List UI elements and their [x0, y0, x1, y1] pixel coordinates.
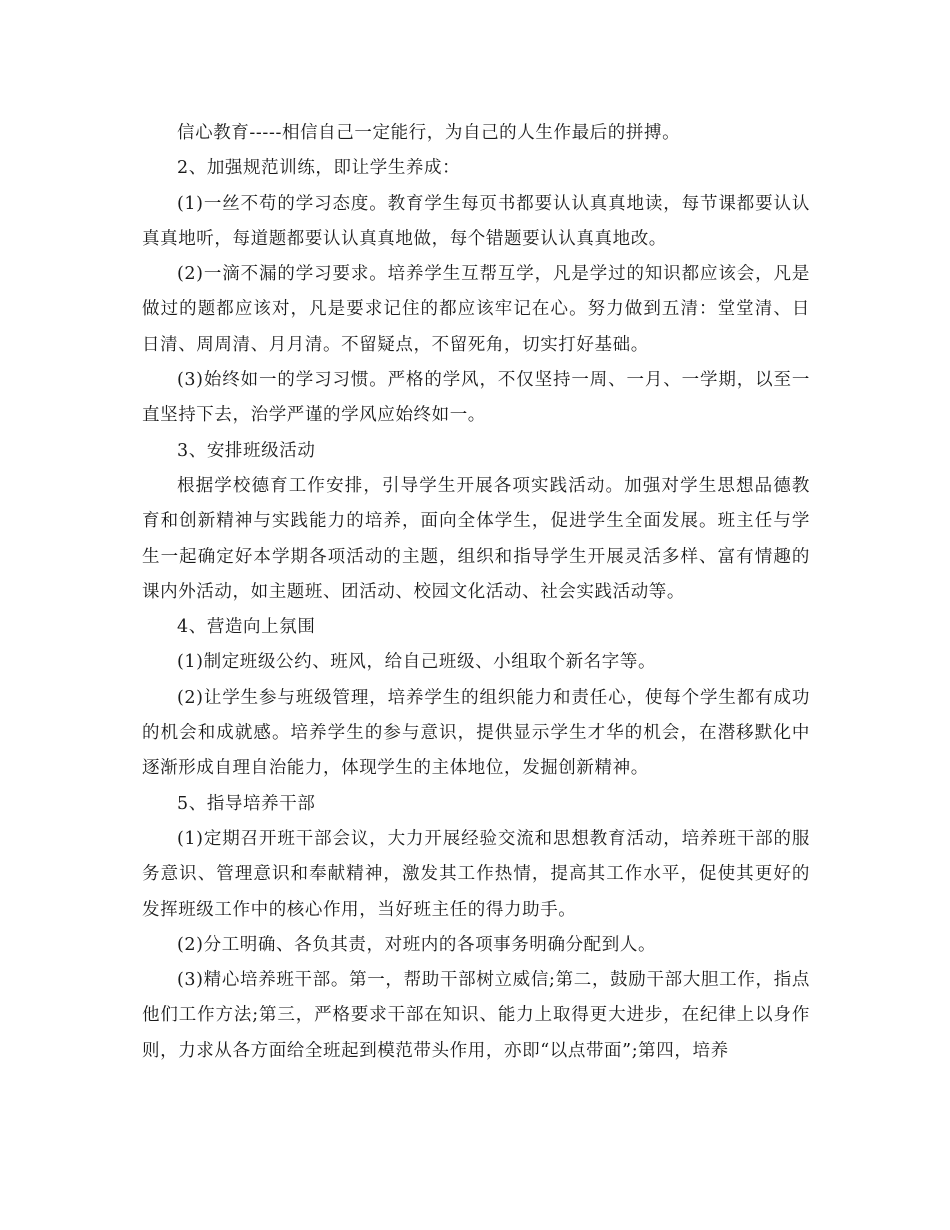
heading-class-activities: 3、安排班级活动: [177, 440, 316, 461]
paragraph-study-habits: (3)始终如一的学习习惯。严格的学风，不仅坚持一周、一月、一学期，以至一直坚持下去，治学严谨的学风应始终如一。: [142, 370, 810, 426]
paragraph-confidence-education: 信心教育-----相信自己一定能行，为自己的人生作最后的拼搏。: [177, 123, 681, 143]
paragraph-division-of-labor: (2)分工明确、各负其责，对班内的各项事务明确分配到人。: [177, 934, 657, 955]
paragraph-cadre-meetings: (1)定期召开班干部会议，大力开展经验交流和思想教育活动，培养班干部的服务意识、管理意识和奉献精神，激发其工作热情，提高其工作水平，促使其更好的发挥班级工作中的核心作用，当好班主任的得力助手。: [142, 828, 810, 920]
paragraph-cultivate-cadres: (3)精心培养班干部。第一，帮助干部树立威信;第二，鼓励干部大胆工作，指点他们工作方法;第三，严格要求干部在知识、能力上取得更大进步，在纪律上以身作则，力求从各方面给全班起到模范带头作用，亦即“以点带面”;第四，培养: [142, 970, 810, 1061]
paragraph-study-requirements: (2)一滴不漏的学习要求。培养学生互帮互学，凡是学过的知识都应该会，凡是做过的题都应该对，凡是要求记住的都应该牢记在心。努力做到五清：堂堂清、日日清、周周清、月月清。不留疑点，不留死角，切实打好基础。: [142, 264, 810, 355]
paragraph-class-convention: (1)制定班级公约、班风，给自己班级、小组取个新名字等。: [177, 652, 657, 673]
paragraph-class-management: (2)让学生参与班级管理，培养学生的组织能力和责任心，使每个学生都有成功的机会和成就感。培养学生的参与意识，提供显示学生才华的机会，在潜移默化中逐渐形成自理自治能力，体现学生的主体地位，发掘创新精神。: [142, 687, 810, 779]
heading-standard-training: 2、加强规范训练，即让学生养成：: [177, 158, 461, 179]
paragraph-study-attitude: (1)一丝不苟的学习态度。教育学生每页书都要认认真真地读，每节课都要认认真真地听，每道题都要认认真真地做，每个错题要认认真真地改。: [142, 193, 810, 249]
document-body: [142, 116, 810, 1069]
heading-cadre-training: 5、指导培养干部: [177, 793, 316, 814]
paragraph-class-activities: 根据学校德育工作安排，引导学生开展各项实践活动。加强对学生思想品德教育和创新精神与实践能力的培养，面向全体学生，促进学生全面发展。班主任与学生一起确定好本学期各项活动的主题，组织和指导学生开展灵活多样、富有情趣的课内外活动，如主题班、团活动、校园文化活动、社会实践活动等。: [142, 475, 810, 602]
heading-positive-atmosphere: 4、营造向上氛围: [177, 617, 316, 638]
